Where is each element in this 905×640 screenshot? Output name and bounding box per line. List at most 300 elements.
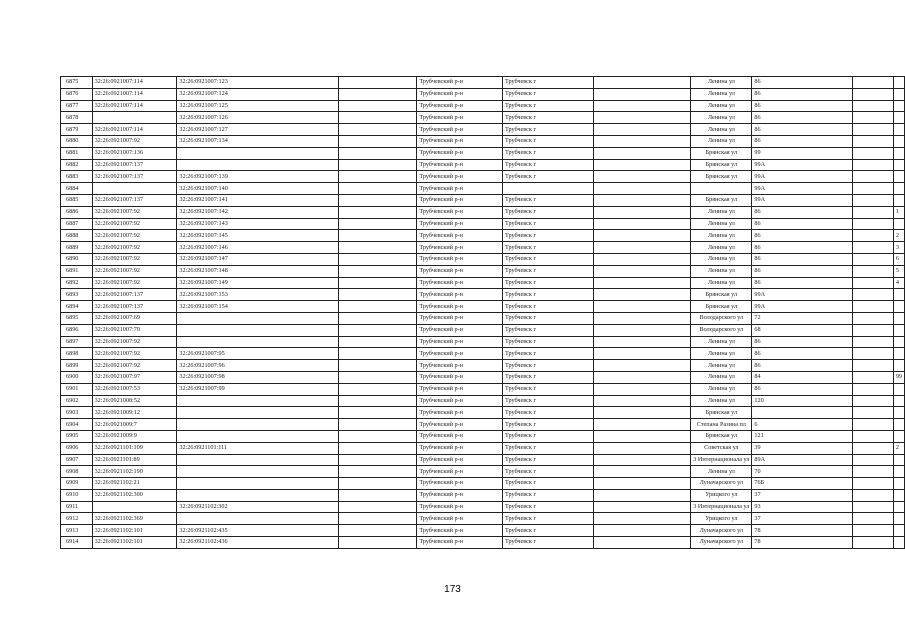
table-cell: 6876: [61, 88, 93, 100]
table-cell: 6888: [61, 230, 93, 242]
table-cell: [339, 171, 417, 183]
table-row: [61, 194, 905, 206]
table-cell: Трубчевск г: [502, 383, 593, 395]
table-cell: 70: [752, 466, 853, 478]
table-cell: [339, 194, 417, 206]
table-cell: 32:26:0921007:92: [92, 265, 177, 277]
table-cell: 6887: [61, 218, 93, 230]
table-cell: 32:26:0921007:127: [177, 124, 339, 136]
table-row: [61, 419, 905, 431]
table-row: [61, 336, 905, 348]
table-cell: Трубчевский р-н: [417, 230, 503, 242]
table-row: [61, 525, 905, 537]
table-cell: 32:26:0921007:114: [92, 124, 177, 136]
table-cell: 93: [752, 501, 853, 513]
table-cell: [853, 442, 894, 454]
table-cell: 6895: [61, 312, 93, 324]
table-cell: [853, 301, 894, 313]
table-cell: Трубчевск г: [502, 371, 593, 383]
table-cell: [339, 430, 417, 442]
table-cell: Брянская ул: [691, 289, 752, 301]
page-number: 173: [444, 584, 461, 595]
table-cell: 86: [752, 336, 853, 348]
table-cell: 32:26:0921102:435: [177, 525, 339, 537]
table-cell: [752, 407, 853, 419]
table-cell: Трубчевский р-н: [417, 537, 503, 549]
table-cell: [593, 265, 690, 277]
table-cell: Брянская ул: [691, 147, 752, 159]
table-cell: Трубчевск г: [502, 466, 593, 478]
table-cell: 32:26:0921009:7: [92, 419, 177, 431]
table-cell: [853, 454, 894, 466]
table-cell: 72: [752, 312, 853, 324]
table-row: [61, 230, 905, 242]
table-cell: [339, 513, 417, 525]
table-cell: [893, 112, 904, 124]
table-row: [61, 513, 905, 525]
table-cell: [893, 194, 904, 206]
table-cell: 99А: [752, 171, 853, 183]
table-cell: 32:26:0921102:436: [177, 537, 339, 549]
table-cell: [177, 147, 339, 159]
table-cell: 86: [752, 135, 853, 147]
table-cell: Ленина ул: [691, 277, 752, 289]
table-cell: Ленина ул: [691, 218, 752, 230]
table-cell: Трубчевский р-н: [417, 253, 503, 265]
table-cell: [593, 253, 690, 265]
table-cell: 32:26:0921007:92: [92, 218, 177, 230]
table-cell: Трубчевск г: [502, 301, 593, 313]
table-cell: [593, 513, 690, 525]
table-cell: [339, 348, 417, 360]
table-cell: 32:26:0921007:92: [92, 242, 177, 254]
table-cell: 6882: [61, 159, 93, 171]
table-cell: [593, 348, 690, 360]
table-cell: Трубчевск г: [502, 147, 593, 159]
table-cell: [593, 442, 690, 454]
table-cell: [339, 289, 417, 301]
table-cell: [339, 253, 417, 265]
table-cell: [339, 371, 417, 383]
table-cell: 37: [752, 489, 853, 501]
table-body: [61, 77, 905, 549]
table-row: [61, 454, 905, 466]
table-cell: [893, 430, 904, 442]
table-cell: 32:26:0921102:101: [92, 525, 177, 537]
table-cell: [177, 419, 339, 431]
table-cell: Трубчевский р-н: [417, 513, 503, 525]
table-row: [61, 537, 905, 549]
table-cell: Брянская ул: [691, 194, 752, 206]
table-cell: 32:26:0921007:53: [92, 383, 177, 395]
table-cell: Трубчевский р-н: [417, 501, 503, 513]
table-cell: [853, 360, 894, 372]
table-cell: 6881: [61, 147, 93, 159]
table-cell: [92, 501, 177, 513]
table-row: [61, 466, 905, 478]
table-cell: [339, 336, 417, 348]
table-row: [61, 501, 905, 513]
table-cell: Трубчевск г: [502, 289, 593, 301]
table-cell: [593, 466, 690, 478]
table-cell: [339, 277, 417, 289]
table-cell: 32:26:0921007:137: [92, 171, 177, 183]
table-cell: [593, 419, 690, 431]
table-cell: [893, 289, 904, 301]
table-cell: [593, 501, 690, 513]
table-cell: Ленина ул: [691, 88, 752, 100]
table-cell: [177, 159, 339, 171]
table-cell: 6879: [61, 124, 93, 136]
table-cell: Трубчевск г: [502, 442, 593, 454]
table-cell: [339, 301, 417, 313]
table-cell: Трубчевск г: [502, 430, 593, 442]
table-cell: [593, 77, 690, 89]
table-row: [61, 265, 905, 277]
data-table: [60, 76, 905, 549]
table-cell: [593, 88, 690, 100]
table-cell: [593, 100, 690, 112]
table-cell: Трубчевск г: [502, 395, 593, 407]
table-cell: 32:26:0921007:140: [177, 183, 339, 195]
table-row: [61, 430, 905, 442]
table-cell: 6886: [61, 206, 93, 218]
table-cell: [853, 537, 894, 549]
table-row: [61, 77, 905, 89]
table-cell: [177, 407, 339, 419]
table-cell: 6909: [61, 478, 93, 490]
table-cell: Трубчевский р-н: [417, 124, 503, 136]
table-cell: 32:26:0921009:9: [92, 430, 177, 442]
table-cell: [593, 194, 690, 206]
table-cell: 32:26:0921007:92: [92, 277, 177, 289]
table-cell: Трубчевский р-н: [417, 159, 503, 171]
table-cell: 6: [752, 419, 853, 431]
table-cell: Володарского ул: [691, 312, 752, 324]
table-cell: Ленина ул: [691, 383, 752, 395]
table-cell: 32:26:0921007:148: [177, 265, 339, 277]
table-cell: [853, 183, 894, 195]
table-cell: Трубчевский р-н: [417, 277, 503, 289]
table-cell: 32:26:0921007:92: [92, 348, 177, 360]
table-cell: Трубчевск г: [502, 206, 593, 218]
table-cell: 6899: [61, 360, 93, 372]
table-row: [61, 183, 905, 195]
table-cell: [593, 183, 690, 195]
table-cell: 76Б: [752, 478, 853, 490]
table-cell: 68: [752, 324, 853, 336]
table-cell: [853, 277, 894, 289]
table-cell: Трубчевск г: [502, 407, 593, 419]
table-cell: [339, 525, 417, 537]
table-cell: Трубчевск г: [502, 537, 593, 549]
table-cell: Трубчевск г: [502, 112, 593, 124]
table-cell: Ленина ул: [691, 135, 752, 147]
table-cell: [593, 135, 690, 147]
table-cell: [339, 501, 417, 513]
table-cell: [893, 383, 904, 395]
table-cell: Трубчевск г: [502, 501, 593, 513]
table-row: [61, 253, 905, 265]
table-cell: [853, 324, 894, 336]
table-cell: 6894: [61, 301, 93, 313]
table-cell: Трубчевск г: [502, 525, 593, 537]
table-cell: [339, 419, 417, 431]
table-cell: Трубчевск г: [502, 336, 593, 348]
table-row: [61, 489, 905, 501]
table-cell: [853, 336, 894, 348]
table-cell: [339, 135, 417, 147]
table-row: [61, 218, 905, 230]
table-cell: 32:26:0921007:142: [177, 206, 339, 218]
table-cell: Трубчевский р-н: [417, 183, 503, 195]
table-cell: 32:26:0921007:139: [177, 171, 339, 183]
table-cell: 86: [752, 230, 853, 242]
table-cell: [593, 454, 690, 466]
table-cell: [853, 135, 894, 147]
table-cell: [339, 442, 417, 454]
table-cell: [853, 218, 894, 230]
table-row: [61, 135, 905, 147]
table-cell: Трубчевский р-н: [417, 419, 503, 431]
table-cell: 32:26:0921007:146: [177, 242, 339, 254]
table-cell: Трубчевский р-н: [417, 77, 503, 89]
table-cell: Трубчевск г: [502, 419, 593, 431]
table-cell: Трубчевский р-н: [417, 371, 503, 383]
table-cell: Трубчевский р-н: [417, 206, 503, 218]
table-cell: 86: [752, 360, 853, 372]
table-cell: [339, 537, 417, 549]
table-cell: 2: [893, 230, 904, 242]
table-cell: [853, 419, 894, 431]
table-cell: [339, 478, 417, 490]
table-cell: Трубчевск г: [502, 77, 593, 89]
table-cell: [853, 194, 894, 206]
table-cell: Ленина ул: [691, 77, 752, 89]
table-cell: 6898: [61, 348, 93, 360]
table-cell: 78: [752, 537, 853, 549]
table-cell: 6896: [61, 324, 93, 336]
table-cell: [339, 100, 417, 112]
table-cell: [593, 289, 690, 301]
table-row: [61, 301, 905, 313]
table-cell: [339, 77, 417, 89]
table-cell: [177, 324, 339, 336]
table-cell: 3 Интернационала ул: [691, 501, 752, 513]
table-cell: Советская ул: [691, 442, 752, 454]
table-cell: 86: [752, 242, 853, 254]
table-cell: 32:26:0921007:98: [177, 371, 339, 383]
table-cell: [593, 230, 690, 242]
table-cell: 32:26:0921007:92: [92, 336, 177, 348]
table-cell: [593, 395, 690, 407]
table-cell: [893, 88, 904, 100]
table-cell: Ленина ул: [691, 360, 752, 372]
table-cell: Трубчевский р-н: [417, 454, 503, 466]
table-cell: [853, 407, 894, 419]
table-row: [61, 112, 905, 124]
table-cell: 6903: [61, 407, 93, 419]
table-cell: 6907: [61, 454, 93, 466]
table-cell: Трубчевск г: [502, 171, 593, 183]
table-cell: [593, 206, 690, 218]
table-cell: [339, 206, 417, 218]
table-cell: Урицкого ул: [691, 513, 752, 525]
table-cell: 99А: [752, 289, 853, 301]
table-cell: [593, 360, 690, 372]
table-cell: 32:26:0921007:154: [177, 301, 339, 313]
table-cell: Трубчевск г: [502, 230, 593, 242]
table-cell: [339, 159, 417, 171]
table-cell: [339, 183, 417, 195]
table-cell: 32:26:0921007:153: [177, 289, 339, 301]
table-cell: 6897: [61, 336, 93, 348]
table-cell: 32:26:0921007:141: [177, 194, 339, 206]
table-cell: 32:26:0921007:125: [177, 100, 339, 112]
table-cell: 99А: [752, 183, 853, 195]
table-cell: [853, 489, 894, 501]
table-cell: [177, 466, 339, 478]
table-cell: [339, 489, 417, 501]
table-cell: 6877: [61, 100, 93, 112]
table-cell: Трубчевский р-н: [417, 383, 503, 395]
table-cell: 32:26:0921007:99: [177, 383, 339, 395]
table-cell: [853, 88, 894, 100]
table-cell: 6884: [61, 183, 93, 195]
table-cell: Трубчевский р-н: [417, 348, 503, 360]
table-cell: 86: [752, 124, 853, 136]
table-cell: 6910: [61, 489, 93, 501]
table-cell: [853, 478, 894, 490]
table-cell: [339, 395, 417, 407]
table-cell: Ленина ул: [691, 395, 752, 407]
table-cell: Трубчевск г: [502, 218, 593, 230]
table-cell: 39: [752, 442, 853, 454]
table-cell: [593, 112, 690, 124]
table-cell: Степана Разина пл: [691, 419, 752, 431]
table-cell: Ленина ул: [691, 253, 752, 265]
table-cell: [339, 312, 417, 324]
table-cell: [853, 124, 894, 136]
table-cell: Трубчевск г: [502, 277, 593, 289]
table-cell: Трубчевский р-н: [417, 360, 503, 372]
table-cell: [593, 525, 690, 537]
table-cell: [593, 242, 690, 254]
table-cell: Трубчевск г: [502, 324, 593, 336]
table-cell: [853, 312, 894, 324]
table-row: [61, 277, 905, 289]
table-cell: 6905: [61, 430, 93, 442]
table-cell: 32:26:0921007:92: [92, 230, 177, 242]
table-cell: Трубчевский р-н: [417, 336, 503, 348]
table-cell: 120: [752, 395, 853, 407]
table-cell: 32:26:0921007:143: [177, 218, 339, 230]
table-cell: [853, 289, 894, 301]
table-cell: 99А: [752, 159, 853, 171]
table-cell: [853, 253, 894, 265]
table-cell: 86: [752, 206, 853, 218]
table-cell: [853, 513, 894, 525]
table-cell: [593, 489, 690, 501]
table-cell: 32:26:0921007:92: [92, 206, 177, 218]
table-cell: [893, 77, 904, 89]
table-cell: 32:26:0921007:136: [92, 147, 177, 159]
table-cell: 86: [752, 88, 853, 100]
table-cell: Трубчевский р-н: [417, 312, 503, 324]
table-cell: [593, 171, 690, 183]
table-cell: Трубчевск г: [502, 454, 593, 466]
table-row: [61, 206, 905, 218]
table-cell: [853, 265, 894, 277]
table-cell: 6885: [61, 194, 93, 206]
table-cell: [893, 147, 904, 159]
table-cell: Брянская ул: [691, 407, 752, 419]
table-cell: [593, 324, 690, 336]
table-cell: 1: [893, 206, 904, 218]
table-cell: [339, 218, 417, 230]
table-cell: 32:26:0921102:101: [92, 537, 177, 549]
table-cell: 86: [752, 100, 853, 112]
table-cell: [593, 383, 690, 395]
table-cell: 6880: [61, 135, 93, 147]
table-cell: [339, 466, 417, 478]
table-cell: [893, 159, 904, 171]
table-cell: [893, 135, 904, 147]
table-cell: [339, 407, 417, 419]
table-cell: 6906: [61, 442, 93, 454]
table-cell: [339, 112, 417, 124]
table-cell: [893, 171, 904, 183]
table-cell: Брянская ул: [691, 301, 752, 313]
table-cell: Трубчевск г: [502, 253, 593, 265]
table-cell: 32:26:0921102:300: [92, 489, 177, 501]
table-cell: 6900: [61, 371, 93, 383]
table-cell: 86: [752, 348, 853, 360]
table-cell: [893, 395, 904, 407]
table-cell: 32:26:0921007:137: [92, 159, 177, 171]
table-cell: Луначарского ул: [691, 478, 752, 490]
table-cell: Ленина ул: [691, 265, 752, 277]
table-cell: [593, 537, 690, 549]
table-row: [61, 478, 905, 490]
table-cell: Трубчевск г: [502, 124, 593, 136]
table-cell: 32:26:0921101:111: [177, 442, 339, 454]
table-cell: 2: [893, 442, 904, 454]
table-cell: Трубчевский р-н: [417, 135, 503, 147]
table-cell: [339, 124, 417, 136]
table-cell: 6875: [61, 77, 93, 89]
table-cell: [593, 218, 690, 230]
table-cell: [339, 147, 417, 159]
table-cell: [853, 501, 894, 513]
table-cell: 86: [752, 218, 853, 230]
table-cell: [593, 301, 690, 313]
table-cell: 32:26:0921007:92: [92, 135, 177, 147]
table-cell: [593, 159, 690, 171]
table-cell: [339, 242, 417, 254]
table-cell: [893, 489, 904, 501]
table-cell: 86: [752, 265, 853, 277]
table-cell: [853, 171, 894, 183]
table-cell: 32:26:0921007:124: [177, 88, 339, 100]
table-cell: Ленина ул: [691, 112, 752, 124]
table-cell: [177, 312, 339, 324]
table-cell: 32:26:0921009:12: [92, 407, 177, 419]
table-cell: [893, 454, 904, 466]
table-cell: [893, 466, 904, 478]
table-cell: Брянская ул: [691, 171, 752, 183]
table-cell: 32:26:0921007:114: [92, 100, 177, 112]
